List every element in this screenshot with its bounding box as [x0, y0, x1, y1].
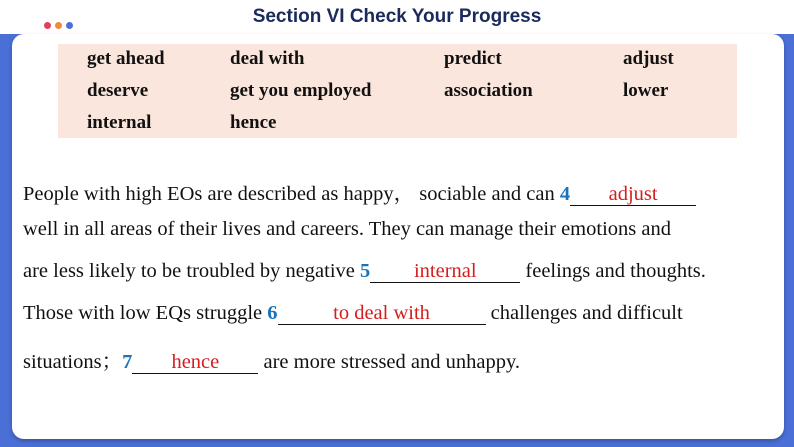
- passage-line-3: [23, 260, 706, 283]
- passage-text: situations；: [23, 351, 123, 373]
- word-bank-item: lower: [623, 80, 669, 101]
- answer-blank-7[interactable]: hence: [132, 351, 258, 374]
- answer-blank-6[interactable]: to deal with: [278, 302, 486, 325]
- passage-text: feelings and thoughts.: [520, 260, 706, 282]
- word-bank-item: deserve: [87, 80, 149, 101]
- answer-blank-5[interactable]: internal: [370, 260, 520, 283]
- word-bank-item: hence: [230, 112, 277, 133]
- answer-blank-4[interactable]: adjust: [570, 183, 696, 206]
- word-bank-item: internal: [87, 112, 152, 133]
- passage-line-4: [23, 302, 683, 325]
- passage-text: People with high EOs are described as happy， sociable and can: [23, 183, 560, 205]
- passage-line-1: [23, 176, 696, 206]
- blank-number: 6: [267, 302, 278, 324]
- word-bank-item: predict: [444, 48, 502, 69]
- word-bank-item: get ahead: [87, 48, 165, 69]
- passage-text: Those with low EQs struggle: [23, 302, 268, 324]
- blank-number: 4: [559, 183, 571, 205]
- blank-number: 7: [122, 351, 133, 373]
- passage-text: are less likely to be troubled by negative: [23, 260, 361, 282]
- word-bank-item: adjust: [623, 48, 674, 69]
- passage-text: are more stressed and unhappy.: [258, 351, 521, 373]
- word-bank-item: get you employed: [230, 80, 372, 101]
- blank-number: 5: [360, 260, 371, 282]
- passage-text: challenges and difficult: [485, 302, 683, 324]
- page-title: Section VI Check Your Progress: [252, 6, 542, 27]
- word-bank-item: deal with: [230, 48, 305, 69]
- passage-line-2: [23, 218, 671, 241]
- passage-line-5: [23, 344, 520, 374]
- word-bank-item: association: [444, 80, 533, 101]
- passage-text: well in all areas of their lives and careers. They can manage their emotions and: [23, 218, 671, 240]
